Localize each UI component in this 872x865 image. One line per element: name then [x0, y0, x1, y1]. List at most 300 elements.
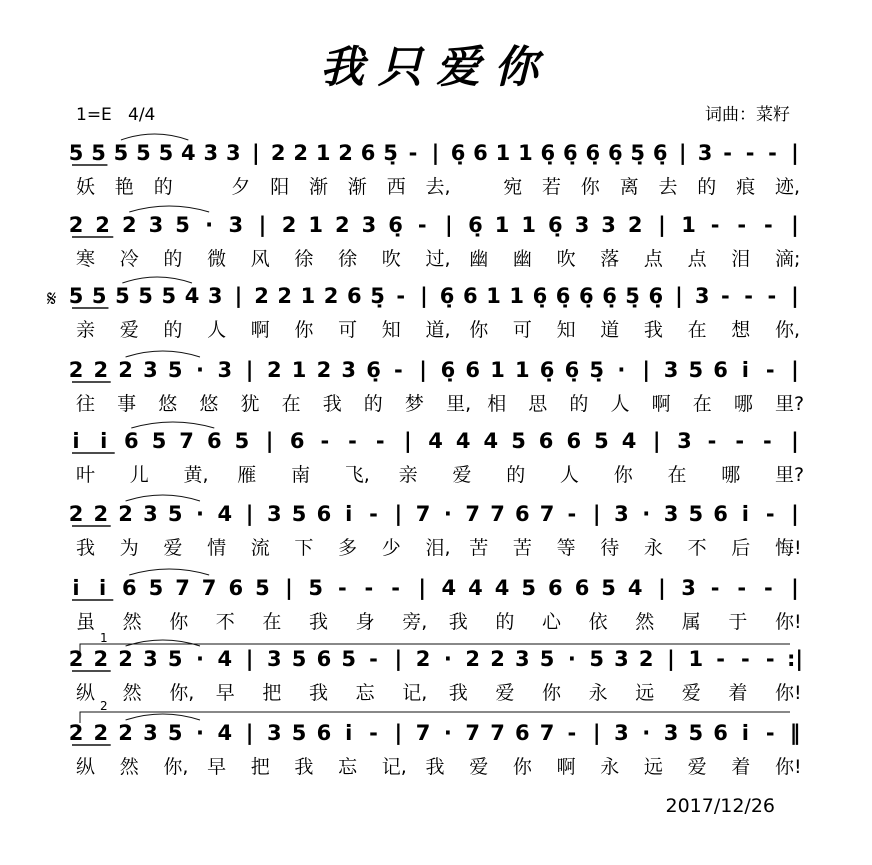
- barline: |: [791, 429, 799, 453]
- barline: |: [394, 721, 403, 745]
- score-note: 5: [539, 647, 555, 671]
- score-note: 2: [254, 284, 269, 308]
- score-note: 5: [167, 721, 183, 745]
- score-note: 5: [601, 576, 616, 600]
- score-note: ·: [443, 502, 452, 526]
- score-note: 3: [228, 213, 244, 237]
- score-note: ·: [196, 358, 204, 382]
- volta-bracket-1: [80, 631, 790, 655]
- svg-text:1: 1: [100, 631, 108, 645]
- score-note: 5̣: [370, 284, 385, 308]
- score-note: -: [408, 141, 418, 165]
- score-note: 4: [494, 576, 510, 600]
- lyric-char: 爱: [119, 319, 139, 341]
- score-note: 5: [521, 576, 537, 600]
- lyric-char: 永: [643, 537, 663, 559]
- lyric-char: 可: [338, 319, 358, 341]
- score-note: 3: [574, 213, 590, 237]
- score-note: 5: [341, 647, 357, 671]
- score-note: 5: [688, 721, 704, 745]
- barline: |: [791, 213, 799, 237]
- lyric-char: 旁,: [402, 611, 428, 633]
- score-note: 6̣: [532, 284, 548, 308]
- lyric-char: 在: [262, 611, 282, 633]
- key-signature: 1=E: [76, 105, 112, 125]
- score-note: -: [348, 429, 357, 453]
- lyric-char: 事: [117, 393, 137, 415]
- score-note: 6̣: [652, 141, 668, 165]
- score-note: 6: [228, 576, 244, 600]
- lyric-char: 渐: [309, 176, 329, 198]
- score-note: 3: [143, 358, 158, 382]
- lyric-char: 你!: [775, 682, 802, 704]
- score-note: 6: [473, 141, 488, 165]
- barline: |: [394, 647, 403, 671]
- score-note: 3: [143, 647, 158, 671]
- lyric-char: 宛: [503, 176, 523, 198]
- score-note: 5: [91, 284, 107, 308]
- score-note: ·: [443, 721, 452, 745]
- score-note: ·: [443, 647, 452, 671]
- score-note: 7: [415, 721, 431, 745]
- score-note: -: [567, 721, 577, 745]
- barline: |: [658, 576, 666, 600]
- barline: |: [418, 576, 427, 600]
- lyric-char: 里,: [446, 393, 472, 415]
- score-note: 2: [415, 647, 431, 671]
- score-note: 2: [93, 502, 109, 526]
- score-note: 5: [68, 141, 84, 165]
- lyric-char: 不: [215, 611, 235, 633]
- lyric-char: 把: [262, 682, 282, 704]
- score-note: 2: [95, 213, 110, 237]
- score-note: 3: [663, 358, 679, 382]
- barline: |: [285, 576, 293, 600]
- score-note: i̇: [741, 358, 750, 382]
- score-note: 6: [462, 284, 478, 308]
- lyric-char: 苦: [469, 537, 489, 559]
- score-note: i̇: [345, 721, 353, 745]
- score-note: 2: [277, 284, 293, 308]
- barline: |: [258, 213, 267, 237]
- score-note: 5: [136, 141, 151, 165]
- score-note: 4: [455, 429, 471, 453]
- lyric-char: 冷: [119, 248, 139, 270]
- slur-arc: [126, 640, 200, 646]
- score-note: 6: [346, 284, 362, 308]
- lyric-char: 待: [600, 537, 620, 559]
- score-note: 2: [68, 213, 84, 237]
- lyric-char: 人: [207, 319, 227, 341]
- score-note: 3: [601, 213, 616, 237]
- lyric-char: 然: [122, 611, 142, 633]
- lyric-char: 忘: [355, 682, 375, 704]
- lyric-char: 你: [613, 464, 633, 486]
- lyric-char: 道: [600, 319, 620, 341]
- score-note: 6̣: [439, 284, 455, 308]
- lyric-char: 爱: [452, 464, 472, 486]
- lyric-char: 下: [294, 537, 314, 559]
- lyric-char: 的: [163, 248, 183, 270]
- score-note: -: [369, 502, 378, 526]
- lyric-char: 微: [207, 248, 227, 270]
- score-note: -: [765, 647, 775, 671]
- lyric-char: 在: [692, 393, 712, 415]
- score-note: 5̣: [630, 141, 646, 165]
- score-note: 2: [68, 647, 84, 671]
- lyric-char: 把: [250, 756, 270, 778]
- score-note: 2: [68, 358, 84, 382]
- score-note: 7: [490, 502, 505, 526]
- lyric-char: 的: [363, 393, 383, 415]
- score-note: 6̣: [585, 141, 601, 165]
- score-note: 5: [175, 213, 190, 237]
- lyric-char: 徐: [294, 248, 314, 270]
- score-note: 6̣: [562, 141, 578, 165]
- lyric-char: 我: [309, 682, 329, 704]
- slur-arc: [129, 206, 209, 212]
- score-note: 3: [681, 576, 696, 600]
- score-note: -: [762, 429, 772, 453]
- score-note: ·: [642, 502, 651, 526]
- notation-rows: [69, 134, 804, 778]
- score-note: 3: [514, 647, 530, 671]
- score-note: 5: [511, 429, 526, 453]
- score-note: 5: [308, 576, 324, 600]
- score-note: 6: [316, 721, 332, 745]
- score-note: 6̣: [539, 358, 555, 382]
- score-note: 4: [180, 141, 196, 165]
- lyric-char: 永: [600, 756, 620, 778]
- score-note: -: [768, 141, 777, 165]
- lyric-char: 阳: [270, 176, 290, 198]
- lyric-char: 你,: [775, 319, 801, 341]
- score-note: -: [337, 576, 347, 600]
- lyric-char: 依: [588, 611, 608, 633]
- score-note: -: [765, 721, 775, 745]
- lyric-char: 若: [542, 176, 562, 198]
- lyric-char: 落: [600, 248, 620, 270]
- score-note: 5: [158, 141, 174, 165]
- lyric-char: 爱: [681, 682, 701, 704]
- score-note: 5: [167, 647, 183, 671]
- score-note: -: [369, 647, 378, 671]
- score-note: 3: [614, 647, 629, 671]
- score-note: 2: [118, 502, 133, 526]
- date-stamp: 2017/12/26: [665, 795, 775, 817]
- score-note: 1: [494, 213, 510, 237]
- barline: |: [658, 213, 666, 237]
- score-note: 6: [465, 358, 481, 382]
- score-note: 3: [143, 502, 158, 526]
- lyric-char: 然: [119, 756, 139, 778]
- score-note: 6: [713, 502, 728, 526]
- score-note: -: [723, 141, 732, 165]
- score-note: 2: [627, 213, 643, 237]
- score-note: 3: [341, 358, 357, 382]
- barline: |: [420, 284, 428, 308]
- lyric-char: 早: [207, 756, 227, 778]
- lyric-char: 雁: [237, 464, 257, 486]
- lyric-char: 少: [381, 537, 401, 559]
- score-note: 6̣: [602, 284, 617, 308]
- score-note: 4: [217, 647, 233, 671]
- score-note: 5: [113, 141, 129, 165]
- barline: |: [791, 576, 799, 600]
- lyric-char: 我: [448, 682, 468, 704]
- lyric-char: 的: [163, 319, 183, 341]
- lyric-char: 你,: [169, 682, 195, 704]
- slur-arc: [129, 569, 209, 575]
- lyric-char: 叶: [76, 464, 96, 486]
- slur-arc: [121, 134, 188, 140]
- score-note: -: [364, 576, 374, 600]
- lyric-char: 等: [556, 537, 576, 559]
- score-note: 4: [217, 502, 233, 526]
- barline: |: [642, 358, 651, 382]
- score-note: 2: [68, 721, 84, 745]
- lyric-char: 爱: [687, 756, 707, 778]
- lyric-char: 爱: [469, 756, 489, 778]
- score-note: 2: [93, 721, 109, 745]
- score-note: 5: [161, 284, 177, 308]
- score-note: 3: [361, 213, 377, 237]
- slur-arc: [126, 495, 200, 501]
- score-note: 5: [91, 141, 106, 165]
- score-note: 2: [323, 284, 339, 308]
- score-note: 2: [118, 358, 133, 382]
- lyric-char: 啊: [250, 319, 270, 341]
- barline: |: [265, 429, 274, 453]
- segno-mark: 𝄋: [47, 287, 57, 312]
- lyric-char: 爱: [495, 682, 515, 704]
- lyric-char: 想: [731, 319, 751, 341]
- score-note: -: [745, 141, 755, 165]
- score-note: 7: [539, 721, 555, 745]
- lyric-char: 我: [643, 319, 663, 341]
- score-note: -: [396, 284, 406, 308]
- barline: |: [245, 502, 254, 526]
- lyric-char: 早: [215, 682, 235, 704]
- lyric-char: 记,: [402, 682, 428, 704]
- lyric-char: 属: [681, 611, 701, 633]
- score-note: ·: [196, 647, 204, 671]
- lyric-char: 妖: [76, 176, 96, 198]
- score-note: -: [764, 576, 773, 600]
- lyric-char: 泪,: [425, 537, 451, 559]
- slur-arc: [126, 351, 200, 357]
- score-note: 6̣: [450, 141, 466, 165]
- score-note: 5: [688, 358, 704, 382]
- score-note: -: [710, 213, 720, 237]
- score-note: i̇: [98, 576, 107, 600]
- score-note: 4: [441, 576, 457, 600]
- score-note: 3: [148, 213, 164, 237]
- score-note: 6: [538, 429, 554, 453]
- song-title: 我只爱你: [320, 42, 552, 93]
- score-note: 6: [514, 502, 530, 526]
- lyric-char: 苦: [512, 537, 532, 559]
- score-note: -: [737, 576, 747, 600]
- lyric-char: 南: [291, 464, 311, 486]
- score-note: 5̣: [625, 284, 640, 308]
- score-note: 3: [217, 358, 233, 382]
- barline: |: [245, 358, 254, 382]
- lyric-char: 你!: [775, 611, 802, 633]
- score-note: ·: [205, 213, 214, 237]
- lyric-char: 滴;: [775, 248, 801, 270]
- lyric-char: 后: [731, 537, 751, 559]
- score-note: 3: [266, 647, 282, 671]
- lyric-char: 风: [250, 248, 270, 270]
- lyric-char: 着: [731, 756, 751, 778]
- lyric-char: 幽: [512, 248, 532, 270]
- score-note: 6: [547, 576, 563, 600]
- score-note: 4: [468, 576, 483, 600]
- barline: |: [245, 721, 254, 745]
- lyric-char: 去,: [425, 176, 451, 198]
- lyric-char: 相: [487, 393, 507, 415]
- barline: |: [791, 358, 799, 382]
- score-note: 3: [663, 721, 679, 745]
- lyric-char: 远: [635, 682, 655, 704]
- slur-arc: [122, 277, 192, 283]
- lyric-char: 我: [448, 611, 468, 633]
- lyric-char: 的: [506, 464, 526, 486]
- score-note: 7: [201, 576, 217, 600]
- score-note: 5: [167, 502, 183, 526]
- score-note: 5: [589, 647, 605, 671]
- score-note: 5: [68, 284, 84, 308]
- score-note: 3: [225, 141, 241, 165]
- lyric-char: 点: [687, 248, 707, 270]
- score-note: 3: [203, 141, 219, 165]
- barline: |: [444, 213, 453, 237]
- lyric-char: 的: [153, 176, 173, 198]
- lyric-char: 人: [610, 393, 630, 415]
- score-note: -: [393, 358, 403, 382]
- barline: |: [234, 284, 243, 308]
- lyric-char: 虽: [76, 611, 96, 633]
- score-note: 2: [121, 213, 137, 237]
- score-note: ·: [642, 721, 651, 745]
- barline: |: [394, 502, 403, 526]
- score-note: -: [737, 213, 747, 237]
- lyric-char: 往: [76, 393, 96, 415]
- barline: ‖: [789, 721, 801, 745]
- score-note: 1: [291, 358, 307, 382]
- lyric-char: 永: [588, 682, 608, 704]
- lyric-char: 的: [495, 611, 515, 633]
- score-note: -: [320, 429, 330, 453]
- score-note: 2: [316, 358, 332, 382]
- lyric-char: 远: [643, 756, 663, 778]
- barline: |: [592, 721, 601, 745]
- barline: |: [245, 647, 254, 671]
- lyric-char: 你: [580, 176, 600, 198]
- score-note: 3: [143, 721, 158, 745]
- score-note: -: [765, 358, 775, 382]
- score-note: ·: [196, 502, 204, 526]
- score-note: 5: [167, 358, 183, 382]
- lyric-char: 你: [469, 319, 489, 341]
- lyric-char: 痕: [736, 176, 756, 198]
- barline: |: [791, 502, 799, 526]
- lyric-char: 知: [556, 319, 576, 341]
- score-note: 5: [138, 284, 153, 308]
- score-note: i̇: [100, 429, 108, 453]
- score-note: i̇: [72, 576, 80, 600]
- score-note: 3: [266, 502, 282, 526]
- score-note: 3: [663, 502, 679, 526]
- barline: |: [791, 284, 799, 308]
- lyric-char: 你,: [163, 756, 189, 778]
- score-note: -: [765, 502, 775, 526]
- lyric-char: 犹: [240, 393, 260, 415]
- score-note: 1: [514, 358, 530, 382]
- score-note: -: [710, 576, 720, 600]
- score-note: 6̣: [555, 284, 571, 308]
- score-note: 7: [179, 429, 194, 453]
- score-note: 6: [514, 721, 530, 745]
- score-note: 5: [255, 576, 270, 600]
- score-note: 1: [315, 141, 331, 165]
- lyric-char: 你: [512, 756, 532, 778]
- score-note: ·: [196, 721, 204, 745]
- score-note: 2: [118, 721, 133, 745]
- barline: |: [251, 141, 260, 165]
- lyric-char: 艳: [114, 176, 134, 198]
- score-note: i̇: [741, 721, 750, 745]
- score-note: 6̣: [540, 141, 556, 165]
- score-note: 2: [338, 141, 353, 165]
- lyric-char: 爱: [163, 537, 183, 559]
- score-note: -: [741, 647, 750, 671]
- score-note: -: [369, 721, 378, 745]
- lyric-char: 心: [542, 611, 562, 633]
- score-note: 5: [151, 429, 167, 453]
- score-note: 2: [638, 647, 654, 671]
- slur-arc: [131, 422, 214, 428]
- lyric-char: 身: [355, 611, 375, 633]
- score-note: 5: [594, 429, 609, 453]
- lyric-char: 哪: [721, 464, 741, 486]
- score-note: -: [764, 213, 773, 237]
- lyric-char: 夕: [231, 176, 251, 198]
- lyric-char: 知: [381, 319, 401, 341]
- score-note: 5̣: [383, 141, 398, 165]
- barline: :|: [786, 647, 804, 671]
- score-note: 1: [521, 213, 537, 237]
- score-note: 6: [316, 647, 332, 671]
- lyric-char: 黄,: [183, 464, 209, 486]
- score-note: 6̣: [547, 213, 563, 237]
- score-note: i̇: [345, 502, 353, 526]
- lyric-char: 啊: [651, 393, 671, 415]
- lyric-char: 你!: [775, 756, 802, 778]
- score-note: 3: [694, 284, 710, 308]
- lyric-char: 于: [728, 611, 748, 633]
- lyric-char: 纵: [76, 682, 96, 704]
- score-note: 5: [291, 502, 307, 526]
- score-note: 4: [627, 576, 643, 600]
- score-note: 3: [207, 284, 223, 308]
- score-note: 4: [621, 429, 637, 453]
- lyric-char: 渐: [347, 176, 367, 198]
- lyric-char: 在: [687, 319, 707, 341]
- lyric-char: 亲: [398, 464, 418, 486]
- lyric-char: 梦: [404, 393, 424, 415]
